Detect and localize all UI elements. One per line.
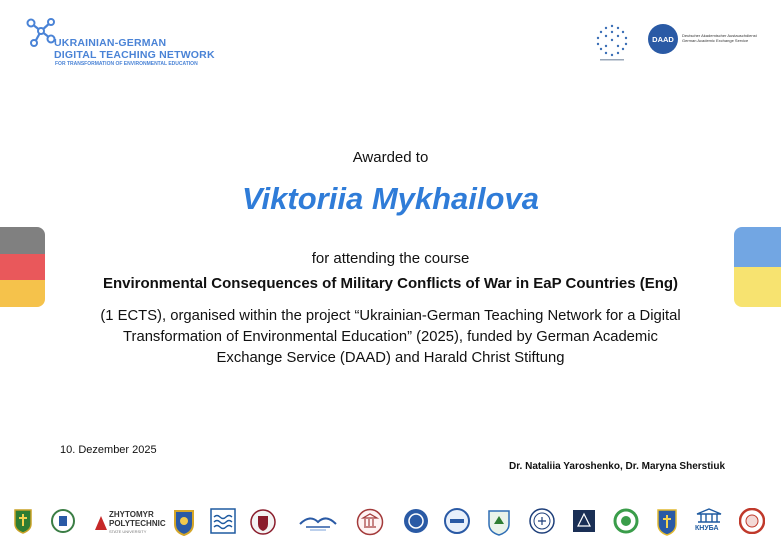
network-molecule-icon	[24, 16, 58, 50]
germany-flag	[0, 227, 45, 307]
signers: Dr. Nataliia Yaroshenko, Dr. Maryna Sherstiuk	[508, 461, 725, 472]
daad-text-en: German Academic Exchange Service	[682, 38, 749, 43]
zhytomyr-line-3: STATE UNIVERSITY	[109, 529, 147, 534]
eagle-shield-logo	[250, 508, 276, 536]
wreath-crest-logo	[50, 508, 76, 534]
zhytomyr-line-1: ZHYTOMYR	[109, 510, 154, 519]
daad-logo	[648, 24, 757, 54]
blue-ring-logo	[444, 508, 470, 534]
network-logo-title-1: UKRAINIAN-GERMAN	[54, 37, 167, 49]
knuba-label: КНУБА	[695, 525, 719, 532]
network-logo-title-2: DIGITAL TEACHING NETWORK	[54, 49, 215, 61]
coat-of-arms-logo	[656, 508, 678, 536]
attending-label: for attending the course	[311, 250, 470, 267]
recipient-name: Viktoriia Mykhailova	[242, 181, 539, 216]
green-ring-logo	[612, 508, 640, 534]
zhytomyr-emblem-icon	[94, 514, 108, 532]
network-logo	[22, 14, 222, 66]
round-emblem-logo	[529, 508, 555, 534]
daad-badge: DAAD	[648, 24, 678, 54]
red-ring-seal-logo	[739, 508, 765, 534]
shield-tree-logo	[486, 508, 512, 536]
columns-seal-logo	[356, 508, 384, 536]
issue-date: 10. Dezember 2025	[60, 444, 157, 456]
description-line-3: Exchange Service (DAAD) and Harald Christ Stiftung	[216, 350, 565, 366]
shield-crest-logo	[13, 508, 33, 534]
ornate-shield-logo	[172, 508, 196, 536]
zhytomyr-line-2: POLYTECHNIC	[109, 519, 166, 528]
knuba-emblem-icon	[692, 508, 726, 526]
ukraine-flag	[734, 227, 781, 307]
awarded-to-label: Awarded to	[352, 149, 429, 166]
network-logo-subtitle: FOR TRANSFORMATION OF ENVIRONMENTAL EDUCATION	[55, 61, 198, 67]
dark-square-emblem-logo	[571, 508, 597, 534]
description-line-2: Transformation of Environmental Education” (2025), funded by German Academic	[123, 329, 658, 345]
daad-text-de: Deutscher Akademischer Austauschdienst	[682, 33, 757, 38]
book-wings-logo	[296, 508, 340, 532]
partner-logos	[0, 508, 781, 538]
daad-text	[682, 33, 757, 43]
waves-logo	[210, 508, 236, 534]
globe-dots-logo	[594, 22, 630, 62]
course-description	[60, 306, 721, 369]
course-title: Environmental Consequences of Military Conflicts of War in EaP Countries (Eng)	[102, 275, 679, 292]
description-line-1: (1 ECTS), organised within the project “Ukrainian-German Teaching Network for a Digital	[100, 308, 681, 324]
knuba-logo	[692, 508, 726, 534]
blue-round-seal-logo	[403, 508, 429, 534]
